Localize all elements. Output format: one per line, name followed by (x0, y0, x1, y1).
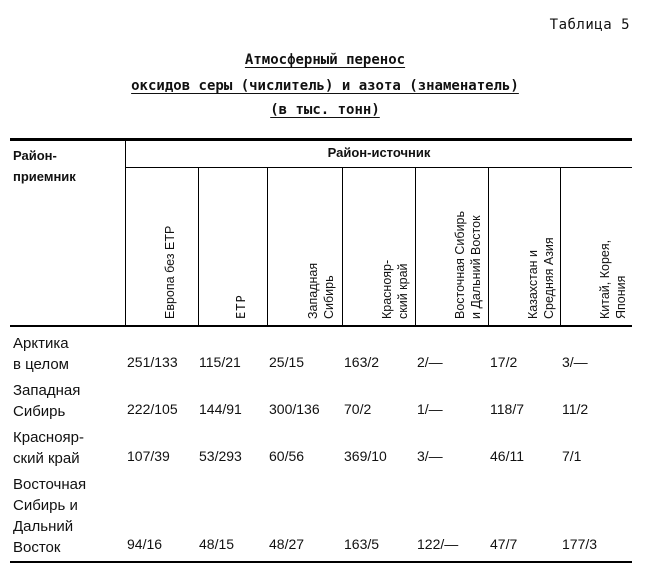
table-cell: 48/27 (269, 536, 305, 552)
table-cell: 300/136 (269, 401, 320, 417)
table-cell: 60/56 (269, 448, 305, 464)
table-top-rule (10, 138, 632, 141)
table-cell: 53/293 (199, 448, 242, 464)
table-cell: 163/2 (344, 354, 380, 370)
source-region-header: Район-источник (327, 145, 431, 160)
table-bottom-rule (10, 561, 632, 563)
source-header-rule (126, 167, 632, 168)
table-cell: 7/1 (562, 448, 582, 464)
table-cell: 107/39 (127, 448, 170, 464)
table-cell: 47/7 (490, 536, 518, 552)
title-line-3: (в тыс. тонн) (270, 102, 380, 118)
table-cell: 118/7 (490, 401, 524, 417)
column-header-krasnoyarsk: Краснояр- ский край (380, 259, 410, 319)
receiver-region-header: Район- приемник (13, 148, 76, 184)
table-cell: 48/15 (199, 536, 235, 552)
table-cell: 251/133 (127, 354, 178, 370)
table-cell: 144/91 (199, 401, 242, 417)
title-line-1: Атмосферный перенос (244, 52, 406, 68)
row-label-east-siberia: Восточная Сибирь и Дальний Восток (13, 476, 87, 556)
table-cell: 3/— (562, 354, 588, 370)
column-header-kazakhstan: Казахстан и Средняя Азия (525, 237, 556, 319)
table-cell: 94/16 (127, 536, 163, 552)
table-cell: 163/5 (344, 536, 380, 552)
column-header-china: Китай, Корея, Япония (597, 239, 628, 319)
header-bottom-rule (10, 325, 632, 327)
table-cell: 115/21 (199, 354, 241, 370)
table-cell: 177/3 (562, 536, 598, 552)
table-cell: 25/15 (269, 354, 305, 370)
table-cell: 369/10 (344, 448, 387, 464)
table-cell: 11/2 (562, 401, 589, 417)
table-cell: 17/2 (490, 354, 518, 370)
table-cell: 46/11 (490, 448, 524, 464)
table-cell: 3/— (417, 448, 443, 464)
column-header-west-siberia: Западная Сибирь (306, 262, 336, 319)
table-cell: 222/105 (127, 401, 178, 417)
column-header-etr: ЕТР (234, 294, 248, 319)
row-label-arctic: Арктика в целом (13, 335, 69, 373)
table-cell: 2/— (417, 354, 443, 370)
title-line-2: оксидов серы (числитель) и азота (знаменатель) (131, 78, 519, 94)
row-label-krasnoyarsk: Краснояр- ский край (13, 429, 85, 467)
table-cell: 122/— (417, 536, 459, 552)
table-cell: 70/2 (344, 401, 372, 417)
column-header-east-siberia: Восточная Сибирь и Дальний Восток (453, 210, 483, 319)
row-label-west-siberia: Западная Сибирь (13, 382, 81, 420)
column-header-europe: Европа без ЕТР (163, 225, 177, 319)
table-cell: 1/— (417, 401, 443, 417)
table-number-label: Таблица 5 (549, 17, 630, 33)
